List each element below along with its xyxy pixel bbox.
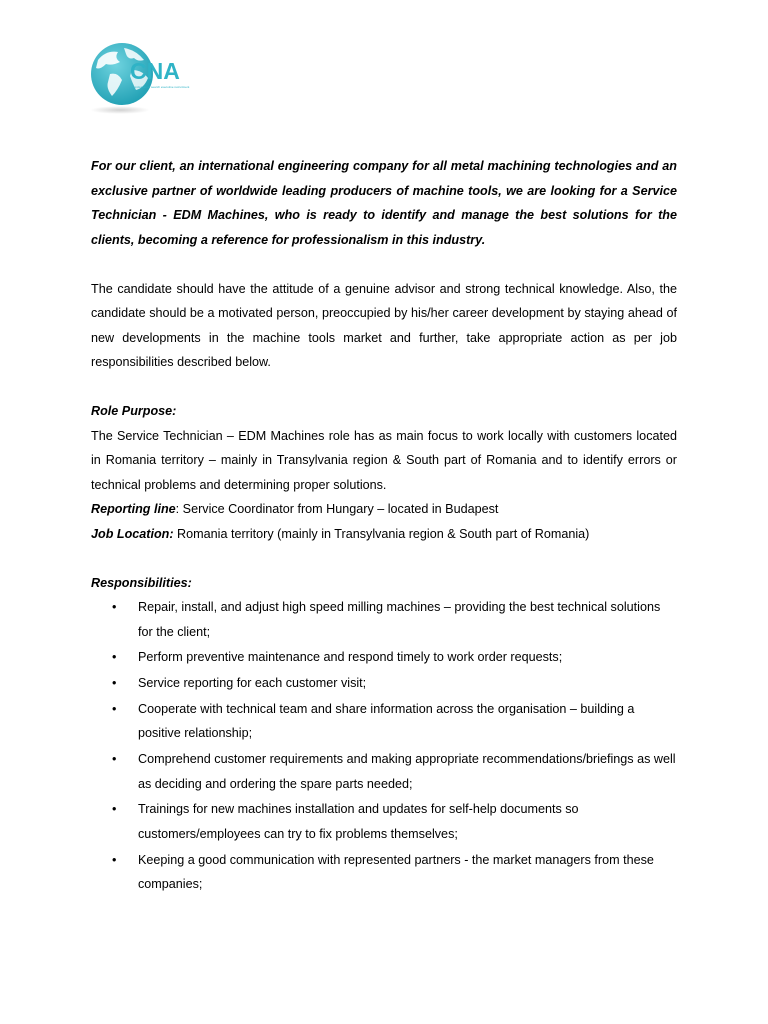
- list-item-text: Repair, install, and adjust high speed milling machines – providing the best technical solutions for the client;: [138, 600, 661, 639]
- job-location-value: Romania territory (mainly in Transylvania region & South part of Romania): [173, 526, 590, 541]
- list-item-text: Trainings for new machines installation and updates for self-help documents so customers/employees can try to fix problems themselves;: [138, 802, 579, 841]
- bullet-icon: •: [112, 650, 117, 665]
- list-item-text: Service reporting for each customer visit;: [138, 676, 367, 691]
- logo-tagline: professional search executive recruitment: [134, 85, 190, 89]
- role-purpose-heading: Role Purpose:: [91, 404, 177, 418]
- list-item-text: Keeping a good communication with represented partners - the market managers from these companies;: [138, 852, 654, 892]
- bullet-icon: •: [112, 676, 117, 691]
- logo-text: CNA: [130, 58, 180, 84]
- bullet-icon: •: [112, 701, 117, 716]
- list-item-text: Cooperate with technical team and share information across the organisation – building a positive relationship;: [138, 701, 635, 741]
- list-item: [91, 848, 677, 897]
- list-item-text: Comprehend customer requirements and making appropriate recommendations/briefings as well as deciding and ordering the spare parts needed;: [138, 752, 676, 791]
- bullet-icon: •: [112, 852, 117, 867]
- job-location: [91, 522, 677, 547]
- role-purpose-text: The Service Technician – EDM Machines role has as main focus to work locally with customers located in Romania territory – mainly in Transylvania region & South part of Romania and to identify errors or technical problems and determining proper solutions.: [91, 428, 677, 492]
- responsibilities-heading: Responsibilities:: [91, 575, 192, 590]
- bullet-icon: •: [112, 802, 117, 817]
- reporting-line-value: Service Coordinator from Hungary – located in Budapest: [179, 502, 499, 516]
- list-item: [91, 595, 677, 644]
- reporting-line: [91, 497, 677, 522]
- list-item: [91, 671, 677, 696]
- logo-shadow: [90, 106, 150, 114]
- job-location-label: Job Location:: [91, 526, 174, 541]
- list-item: [91, 797, 677, 846]
- reporting-line-label: Reporting line: [91, 502, 176, 516]
- list-item: [91, 697, 677, 746]
- bullet-icon: •: [112, 600, 117, 614]
- list-item-text: Perform preventive maintenance and respond timely to work order requests;: [138, 650, 563, 665]
- responsibilities-list: [91, 595, 677, 897]
- intro-paragraph: For our client, an international engineering company for all metal machining technologies and an exclusive partner of worldwide leading producers of machine tools, we are looking for a Service Technician - EDM Machines, who is ready to identify and manage the best solutions for the clients, becoming a reference for professionalism in this industry.: [91, 159, 677, 247]
- list-item: [91, 645, 677, 670]
- list-item: [91, 747, 677, 796]
- bullet-icon: •: [112, 752, 117, 767]
- document-body: [91, 154, 677, 898]
- company-logo: [88, 40, 208, 116]
- reporting-line-separator: :: [175, 502, 180, 516]
- candidate-paragraph: The candidate should have the attitude of a genuine advisor and strong technical knowledge. Also, the candidate should be a motivated person, preoccupied by his/her career development by staying ahead of new developments in the machine tools market and further, take appropriate action as per job responsibilities described below.: [91, 281, 677, 369]
